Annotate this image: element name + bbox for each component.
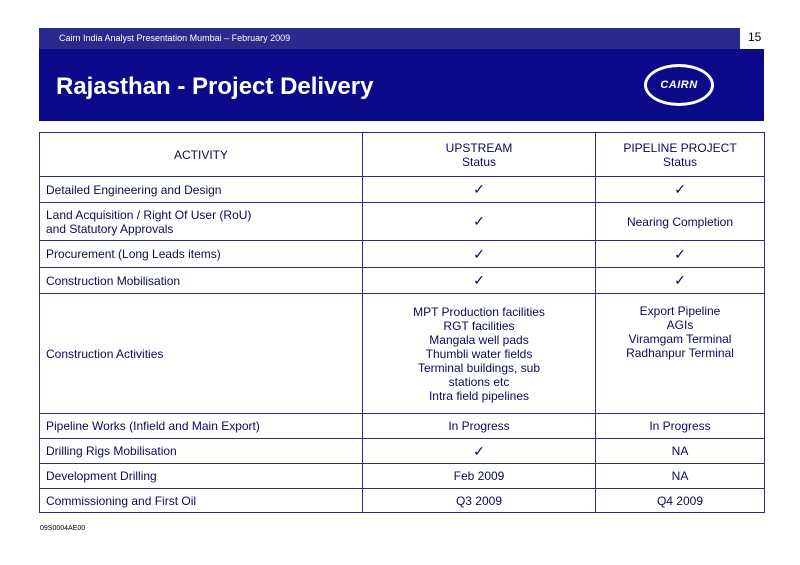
status-text: In Progress [649, 419, 711, 433]
upstream-cell [363, 268, 596, 294]
header-upstream-status: Status [461, 154, 497, 169]
upstream-cell [363, 439, 596, 464]
check-icon: ✓ [674, 272, 686, 288]
upstream-cell [363, 177, 596, 203]
table-row [40, 489, 765, 513]
activity-text: Land Acquisition / Right Of User (RoU) [46, 207, 252, 222]
status-text: stations etc [448, 374, 510, 389]
status-text: Nearing Completion [626, 214, 734, 229]
upstream-cell [363, 489, 596, 513]
pipeline-cell [596, 203, 765, 241]
activity-text: Pipeline Works (Infield and Main Export) [46, 419, 260, 433]
cairn-logo [644, 64, 714, 106]
activity-cell [40, 241, 363, 268]
upstream-cell [363, 414, 596, 439]
upstream-cell [363, 241, 596, 268]
project-delivery-table [39, 132, 765, 513]
pipeline-cell [596, 464, 765, 489]
status-text: Export Pipeline [639, 304, 721, 318]
check-icon: ✓ [473, 245, 485, 262]
status-text: Feb 2009 [453, 469, 505, 483]
check-icon: ✓ [473, 272, 485, 288]
pipeline-cell [596, 177, 765, 203]
activity-cell [40, 489, 363, 513]
pipeline-cell [596, 439, 765, 464]
status-text: NA [671, 469, 689, 483]
check-icon: ✓ [473, 213, 485, 229]
status-text: MPT Production facilities [413, 304, 545, 319]
presentation-subtitle: Cairn India Analyst Presentation Mumbai – February 2009 [59, 33, 291, 43]
logo-text: CAIRN [660, 79, 698, 91]
activity-cell [40, 203, 363, 241]
activity-text: Detailed Engineering and Design [46, 182, 222, 197]
table-header-row [40, 133, 765, 177]
activity-cell [40, 177, 363, 203]
header-bar [39, 28, 740, 49]
status-text: Terminal buildings, sub [417, 360, 541, 375]
table-row [40, 203, 765, 241]
status-text: Intra field pipelines [428, 388, 530, 403]
check-icon: ✓ [674, 245, 686, 262]
pipeline-cell [596, 268, 765, 294]
page-title: Rajasthan - Project Delivery [56, 73, 374, 100]
status-text: AGIs [666, 318, 694, 332]
activity-text: and Statutory Approvals [46, 221, 174, 236]
check-icon: ✓ [473, 442, 485, 459]
activity-text: Drilling Rigs Mobilisation [46, 444, 177, 458]
table-row [40, 268, 765, 294]
activity-text: Commissioning and First Oil [46, 493, 197, 508]
table-row [40, 241, 765, 268]
status-text: Viramgam Terminal [628, 332, 732, 346]
header-pipeline [596, 133, 765, 177]
pipeline-cell [596, 294, 765, 414]
activity-text: Development Drilling [46, 469, 157, 483]
activity-cell [40, 439, 363, 464]
header-upstream [363, 133, 596, 177]
check-icon: ✓ [473, 181, 485, 197]
status-text: Mangala well pads [429, 332, 529, 347]
activity-cell [40, 294, 363, 414]
upstream-cell [363, 294, 596, 414]
activity-cell [40, 268, 363, 294]
upstream-cell [363, 464, 596, 489]
table-row [40, 177, 765, 203]
activity-text: Procurement (Long Leads items) [46, 247, 221, 261]
header-activity-label: ACTIVITY [173, 147, 228, 162]
document-code: 09S0004AE00 [40, 525, 86, 532]
header-pipeline-status: Status [662, 154, 698, 169]
header-upstream-label: UPSTREAM [445, 140, 513, 155]
check-icon: ✓ [674, 181, 686, 197]
status-text: In Progress [448, 419, 510, 433]
upstream-cell [363, 203, 596, 241]
page-number: 15 [748, 30, 762, 44]
table-row [40, 294, 765, 414]
status-text: Q3 2009 [455, 493, 503, 508]
pipeline-cell [596, 414, 765, 439]
activity-cell [40, 414, 363, 439]
header-pipeline-label: PIPELINE PROJECT [623, 140, 737, 155]
status-text: RGT facilities [443, 318, 515, 333]
status-text: Radhanpur Terminal [626, 346, 734, 360]
header-activity [40, 133, 363, 177]
pipeline-cell [596, 241, 765, 268]
status-text: Q4 2009 [656, 493, 704, 508]
status-text: Thumbli water fields [425, 346, 533, 361]
status-text: NA [671, 444, 689, 458]
activity-text: Construction Activities [46, 346, 164, 361]
activity-text: Construction Mobilisation [46, 273, 181, 288]
table-row [40, 414, 765, 439]
table-row [40, 439, 765, 464]
activity-cell [40, 464, 363, 489]
table-row [40, 464, 765, 489]
pipeline-cell [596, 489, 765, 513]
